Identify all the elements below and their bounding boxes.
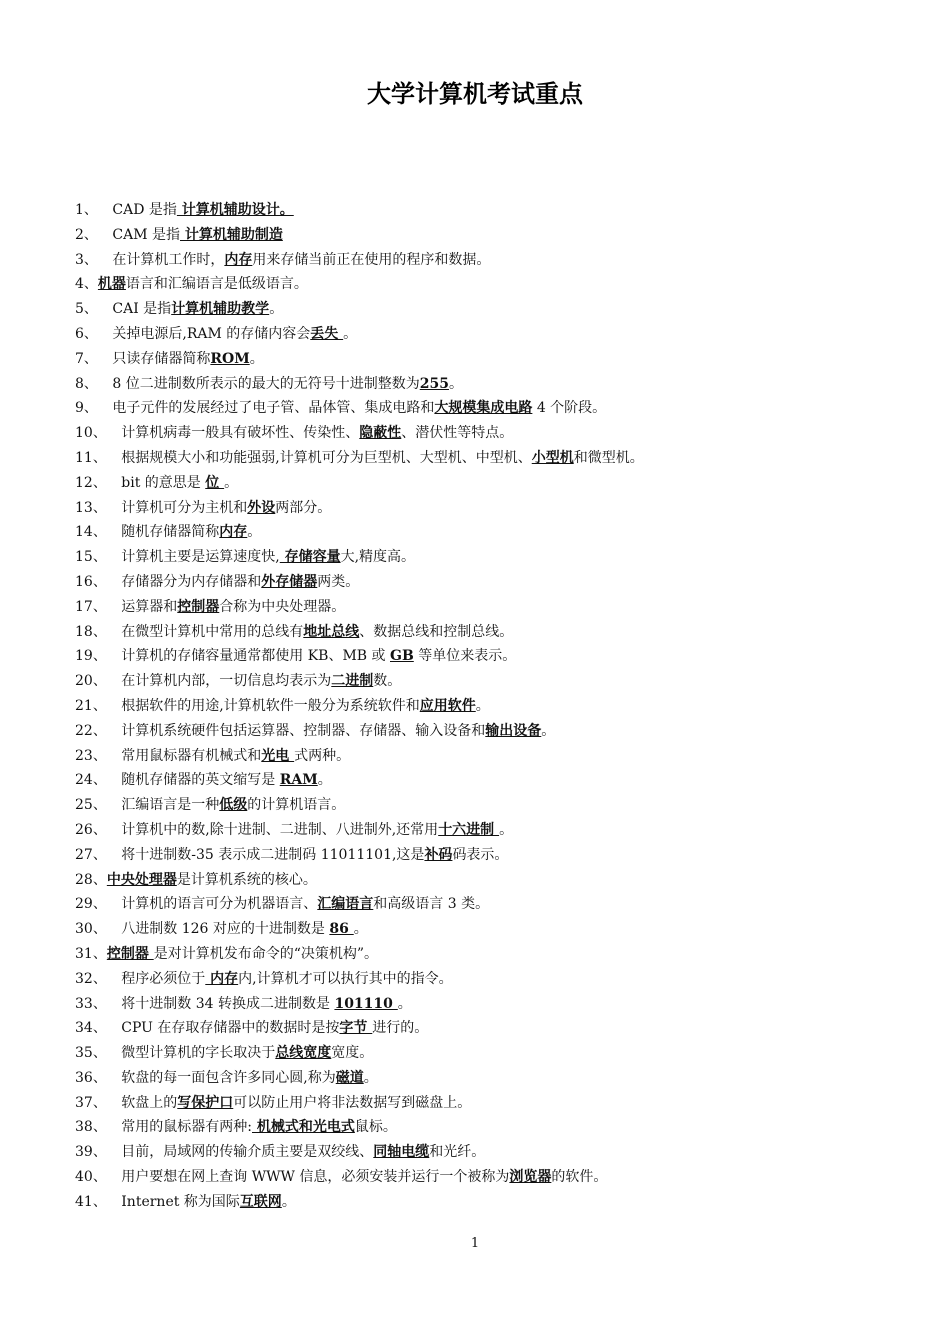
item-text: 运算器和 xyxy=(116,598,178,615)
answer-blank: 二进制 xyxy=(331,673,374,690)
item-text: 常用鼠标器有机械式和 xyxy=(116,747,262,764)
answer-blank: 101110 xyxy=(334,995,398,1012)
list-item xyxy=(75,396,905,421)
item-number: 27、 xyxy=(75,846,107,863)
item-text: 和微型机。 xyxy=(573,449,644,466)
list-item xyxy=(75,570,905,595)
answer-blank: GB xyxy=(390,648,414,665)
item-number: 14、 xyxy=(75,524,107,541)
item-text: 28、 xyxy=(75,871,107,888)
item-text: 八进制数 126 对应的十进制数是 xyxy=(116,921,330,938)
item-text: 随机存储器简称 xyxy=(116,524,220,541)
list-item xyxy=(75,520,905,545)
item-number: 10、 xyxy=(75,425,107,442)
item-text: 是对计算机发布命令的“决策机构”。 xyxy=(153,945,379,962)
item-number: 33、 xyxy=(75,995,107,1012)
item-text: 。 xyxy=(541,722,556,739)
list-item xyxy=(75,1115,905,1140)
item-text: 宽度。 xyxy=(331,1045,374,1062)
item-text: 计算机的存储容量通常都使用 KB、MB 或 xyxy=(116,648,390,665)
question-list xyxy=(75,198,905,1215)
answer-blank: 控制器 xyxy=(177,598,220,615)
list-item xyxy=(75,223,905,248)
list-item xyxy=(75,1091,905,1116)
list-item xyxy=(75,272,905,297)
item-text: 计算机的语言可分为机器语言、 xyxy=(116,896,318,913)
item-text: 软盘上的 xyxy=(116,1094,178,1111)
page-number: 1 xyxy=(470,1236,480,1251)
answer-blank: 86 xyxy=(329,921,354,938)
list-item xyxy=(75,1041,905,1066)
list-item xyxy=(75,868,905,893)
answer-blank: 位 xyxy=(205,474,225,491)
answer-blank: 外设 xyxy=(247,499,276,516)
list-item xyxy=(75,198,905,223)
answer-blank: 存储容量 xyxy=(279,549,341,566)
list-item xyxy=(75,421,905,446)
item-text: 电子元件的发展经过了电子管、晶体管、集成电路和 xyxy=(107,400,435,417)
item-number: 32、 xyxy=(75,970,107,987)
answer-blank: 机械式和光电式 xyxy=(252,1119,355,1136)
item-text: 、潜伏性等特点。 xyxy=(401,425,514,442)
item-text: 码表示。 xyxy=(452,846,509,863)
item-text: 8 位二进制数所表示的最大的无符号十进制整数为 xyxy=(107,375,420,392)
list-item xyxy=(75,297,905,322)
item-text: 可以防止用户将非法数据写到磁盘上。 xyxy=(233,1094,472,1111)
list-item xyxy=(75,1140,905,1165)
item-text: 计算机病毒一般具有破坏性、传染性、 xyxy=(116,425,360,442)
list-item xyxy=(75,744,905,769)
item-text: 4 个阶段。 xyxy=(532,400,607,417)
item-text: 两类。 xyxy=(317,573,360,590)
item-number: 38、 xyxy=(75,1119,107,1136)
item-text: CPU 在存取存储器中的数据时是按 xyxy=(116,1020,340,1037)
item-text: 计算机主要是运算速度快, xyxy=(116,549,280,566)
answer-blank: 总线宽度 xyxy=(275,1045,332,1062)
item-text: 只读存储器简称 xyxy=(107,350,211,367)
list-item xyxy=(75,843,905,868)
item-text: 两部分。 xyxy=(275,499,332,516)
item-number: 7、 xyxy=(75,350,98,367)
item-text: 在微型计算机中常用的总线有 xyxy=(116,623,304,640)
item-text: 汇编语言是一种 xyxy=(116,797,220,814)
item-text: 。 xyxy=(353,921,368,938)
answer-blank: 浏览器 xyxy=(509,1169,552,1186)
item-number: 8、 xyxy=(75,375,98,392)
item-text: 。 xyxy=(397,995,412,1012)
item-number: 37、 xyxy=(75,1094,107,1111)
item-text: 31、 xyxy=(75,945,107,962)
item-text: 。 xyxy=(281,1193,296,1210)
item-text: 。 xyxy=(249,350,264,367)
item-text: 计算机中的数,除十进制、二进制、八进制外,还常用 xyxy=(116,821,439,838)
item-text: 目前，局域网的传输介质主要是双绞线、 xyxy=(116,1144,374,1161)
item-number: 9、 xyxy=(75,400,98,417)
list-item xyxy=(75,917,905,942)
answer-blank: 字节 xyxy=(339,1020,373,1037)
answer-blank: 磁道 xyxy=(335,1069,364,1086)
answer-blank: 内存 xyxy=(224,251,253,268)
item-number: 12、 xyxy=(75,474,107,491)
item-text: 。 xyxy=(317,772,332,789)
answer-blank: RAM xyxy=(279,772,318,789)
list-item xyxy=(75,967,905,992)
item-number: 17、 xyxy=(75,598,107,615)
item-number: 40、 xyxy=(75,1169,107,1186)
item-number: 29、 xyxy=(75,896,107,913)
item-number: 5、 xyxy=(75,301,98,318)
item-text: 的计算机语言。 xyxy=(247,797,346,814)
item-text: 的软件。 xyxy=(551,1169,608,1186)
list-item xyxy=(75,372,905,397)
list-item xyxy=(75,892,905,917)
item-text: 根据软件的用途,计算机软件一般分为系统软件和 xyxy=(116,697,420,714)
answer-blank: 应用软件 xyxy=(419,697,476,714)
item-text: CAM 是指 xyxy=(107,226,180,243)
item-text: 。 xyxy=(363,1069,378,1086)
list-item xyxy=(75,793,905,818)
list-item xyxy=(75,644,905,669)
item-text: 。 xyxy=(475,697,490,714)
list-item xyxy=(75,620,905,645)
item-number: 18、 xyxy=(75,623,107,640)
item-number: 16、 xyxy=(75,573,107,590)
item-text: 是计算机系统的核心。 xyxy=(176,871,317,888)
list-item xyxy=(75,768,905,793)
item-number: 11、 xyxy=(75,449,107,466)
item-text: 。 xyxy=(448,375,463,392)
item-number: 41、 xyxy=(75,1193,107,1210)
item-number: 25、 xyxy=(75,797,107,814)
item-text: 和光纤。 xyxy=(429,1144,486,1161)
answer-blank: 同轴电缆 xyxy=(373,1144,430,1161)
item-text: bit 的意思是 xyxy=(116,474,206,491)
list-item xyxy=(75,496,905,521)
item-number: 23、 xyxy=(75,747,107,764)
list-item xyxy=(75,694,905,719)
item-number: 34、 xyxy=(75,1020,107,1037)
answer-blank: 写保护口 xyxy=(177,1094,234,1111)
list-item xyxy=(75,719,905,744)
list-item xyxy=(75,322,905,347)
item-text: 大,精度高。 xyxy=(340,549,416,566)
answer-blank: 地址总线 xyxy=(303,623,360,640)
answer-blank: 计算机辅助制造 xyxy=(179,226,283,243)
item-number: 22、 xyxy=(75,722,107,739)
item-text: 存储器分为内存储器和 xyxy=(116,573,262,590)
item-number: 6、 xyxy=(75,325,98,342)
item-number: 19、 xyxy=(75,648,107,665)
item-text: 语言和汇编语言是低级语言。 xyxy=(125,276,308,293)
item-text: 将十进制数 34 转换成二进制数是 xyxy=(116,995,335,1012)
page-title: 大学计算机考试重点 xyxy=(367,80,583,108)
answer-blank: 计算机辅助设计。 xyxy=(176,202,294,218)
item-text: CAD 是指 xyxy=(107,202,177,218)
item-text: 计算机可分为主机和 xyxy=(116,499,248,516)
item-text: 关掉电源后,RAM 的存储内容会 xyxy=(107,325,311,342)
answer-blank: 内存 xyxy=(205,970,239,987)
item-text: 软盘的每一面包含许多同心圆,称为 xyxy=(116,1069,336,1086)
item-text: 合称为中央处理器。 xyxy=(219,598,346,615)
item-text: 和高级语言 3 类。 xyxy=(373,896,490,913)
item-number: 15、 xyxy=(75,549,107,566)
item-text: 、数据总线和控制总线。 xyxy=(359,623,514,640)
answer-blank: 内存 xyxy=(219,524,248,541)
item-text: 式两种。 xyxy=(294,747,351,764)
item-number: 20、 xyxy=(75,673,107,690)
answer-blank: 中央处理器 xyxy=(106,871,177,888)
answer-blank: 丢失 xyxy=(310,325,344,342)
item-text: 。 xyxy=(499,821,514,838)
item-text: 用户要想在网上查询 WWW 信息，必须安装并运行一个被称为 xyxy=(116,1169,510,1186)
list-item xyxy=(75,818,905,843)
list-item xyxy=(75,1016,905,1041)
item-text: 鼠标。 xyxy=(354,1119,397,1136)
item-number: 30、 xyxy=(75,921,107,938)
item-text: 根据规模大小和功能强弱,计算机可分为巨型机、大型机、中型机、 xyxy=(116,449,532,466)
answer-blank: 补码 xyxy=(424,846,453,863)
answer-blank: 互联网 xyxy=(239,1193,282,1210)
item-number: 21、 xyxy=(75,697,107,714)
answer-blank: 十六进制 xyxy=(438,821,500,838)
answer-blank: 低级 xyxy=(219,797,248,814)
item-text: 用来存储当前正在使用的程序和数据。 xyxy=(252,251,491,268)
answer-blank: 计算机辅助教学 xyxy=(171,301,270,318)
list-item xyxy=(75,471,905,496)
answer-blank: 机器 xyxy=(97,276,126,293)
item-text: 等单位来表示。 xyxy=(413,648,517,665)
item-text: 计算机系统硬件包括运算器、控制器、存储器、输入设备和 xyxy=(116,722,486,739)
item-text: 在计算机工作时， xyxy=(107,251,225,268)
list-item xyxy=(75,1190,905,1215)
item-text: 。 xyxy=(343,325,358,342)
list-item xyxy=(75,1165,905,1190)
list-item xyxy=(75,595,905,620)
item-number: 1、 xyxy=(75,202,98,218)
answer-blank: 隐蔽性 xyxy=(359,425,402,442)
item-number: 39、 xyxy=(75,1144,107,1161)
item-text: 进行的。 xyxy=(372,1020,429,1037)
item-number: 36、 xyxy=(75,1069,107,1086)
answer-blank: 汇编语言 xyxy=(317,896,374,913)
list-item xyxy=(75,545,905,570)
item-text: 微型计算机的字长取决于 xyxy=(116,1045,276,1062)
answer-blank: 小型机 xyxy=(531,449,574,466)
list-item xyxy=(75,669,905,694)
item-text: 。 xyxy=(269,301,284,318)
item-text: Internet 称为国际 xyxy=(116,1193,240,1210)
item-number: 24、 xyxy=(75,772,107,789)
answer-blank: 外存储器 xyxy=(261,573,318,590)
list-item xyxy=(75,942,905,967)
item-text: 。 xyxy=(224,474,239,491)
item-text: 随机存储器的英文缩写是 xyxy=(116,772,280,789)
item-text: 程序必须位于 xyxy=(116,970,206,987)
item-text: 将十进制数-35 表示成二进制码 11011101,这是 xyxy=(116,846,425,863)
item-text: 数。 xyxy=(373,673,402,690)
answer-blank: 光电 xyxy=(261,747,295,764)
item-text: CAI 是指 xyxy=(107,301,172,318)
item-number: 3、 xyxy=(75,251,98,268)
answer-blank: 255 xyxy=(419,375,449,392)
item-text: 。 xyxy=(247,524,262,541)
answer-blank: ROM xyxy=(210,350,250,367)
item-number: 35、 xyxy=(75,1045,107,1062)
list-item xyxy=(75,992,905,1017)
item-number: 13、 xyxy=(75,499,107,516)
list-item xyxy=(75,446,905,471)
list-item xyxy=(75,347,905,372)
item-number: 2、 xyxy=(75,226,98,243)
item-text: 在计算机内部，一切信息均表示为 xyxy=(116,673,332,690)
answer-blank: 输出设备 xyxy=(485,722,542,739)
item-text: 4、 xyxy=(75,276,98,293)
item-text: 常用的鼠标器有两种: xyxy=(116,1119,252,1136)
answer-blank: 大规模集成电路 xyxy=(434,400,533,417)
list-item xyxy=(75,248,905,273)
item-number: 26、 xyxy=(75,821,107,838)
list-item xyxy=(75,1066,905,1091)
item-text: 内,计算机才可以执行其中的指令。 xyxy=(238,970,453,987)
answer-blank: 控制器 xyxy=(106,945,154,962)
